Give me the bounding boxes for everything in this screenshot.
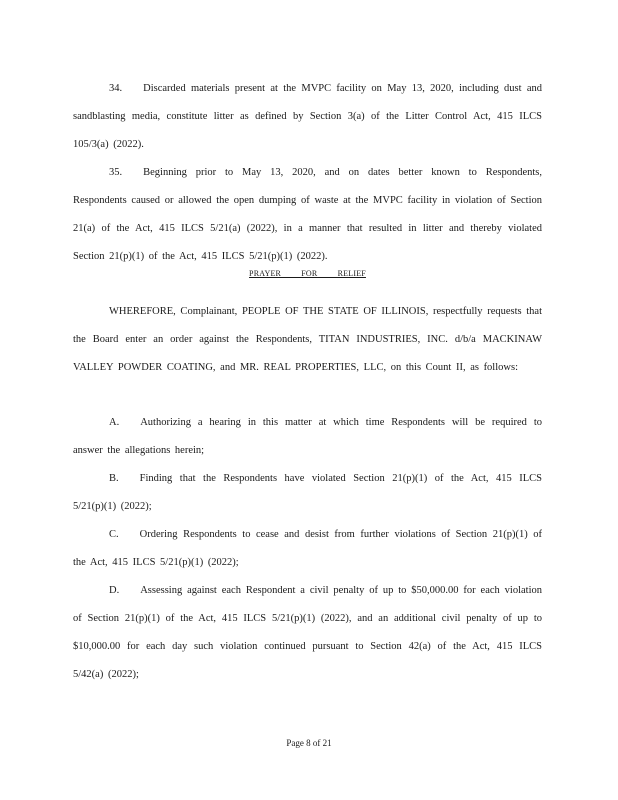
prayer-for-relief-heading: PRAYER FOR RELIEF — [249, 269, 366, 278]
relief-item-b: B. Finding that the Respondents have violated Section 21(p)(1) of the Act, 415 ILCS 5/21(p)(1) (2022); — [73, 472, 542, 512]
paragraph-35: 35. Beginning prior to May 13, 2020, and on dates better known to Respondents, Respondents caused or allowed the open dumping of waste at the MVPC facility in violation of Section 21(a) of the Act, 415 ILCS 5/21(a) (2022), in a manner that resulted in litter and thereby violated Section 21(p)(1) of the Act, 415 ILCS 5/21(p)(1) (2022). — [73, 166, 542, 262]
relief-item-a: A. Authorizing a hearing in this matter at which time Respondents will be required to answer the allegations herein; — [73, 416, 542, 456]
section-heading — [73, 268, 542, 280]
wherefore-paragraph: WHEREFORE, Complainant, PEOPLE OF THE STATE OF ILLINOIS, respectfully requests that the Board enter an order against the Respondents, TITAN INDUSTRIES, INC. d/b/a MACKINAW VALLEY POWDER COATING, and MR. REAL PROPERTIES, LLC, on this Count II, as follows: — [73, 305, 542, 373]
page-number-footer: Page 8 of 21 — [286, 738, 332, 748]
paragraph-34: 34. Discarded materials present at the MVPC facility on May 13, 2020, including dust and sandblasting media, constitute litter as defined by Section 3(a) of the Litter Control Act, 415 ILCS 105/3(a) (2022). — [73, 82, 542, 150]
relief-item-c: C. Ordering Respondents to cease and desist from further violations of Section 21(p)(1) of the Act, 415 ILCS 5/21(p)(1) (2022); — [73, 528, 542, 568]
relief-item-d: D. Assessing against each Respondent a civil penalty of up to $50,000.00 for each violation of Section 21(p)(1) of the Act, 415 ILCS 5/21(p)(1) (2022), and an additional civil penalty of up to $10,000.00 for each day such violation continued pursuant to Section 42(a) of the Act, 415 ILCS 5/42(a) (2022); — [73, 584, 542, 680]
